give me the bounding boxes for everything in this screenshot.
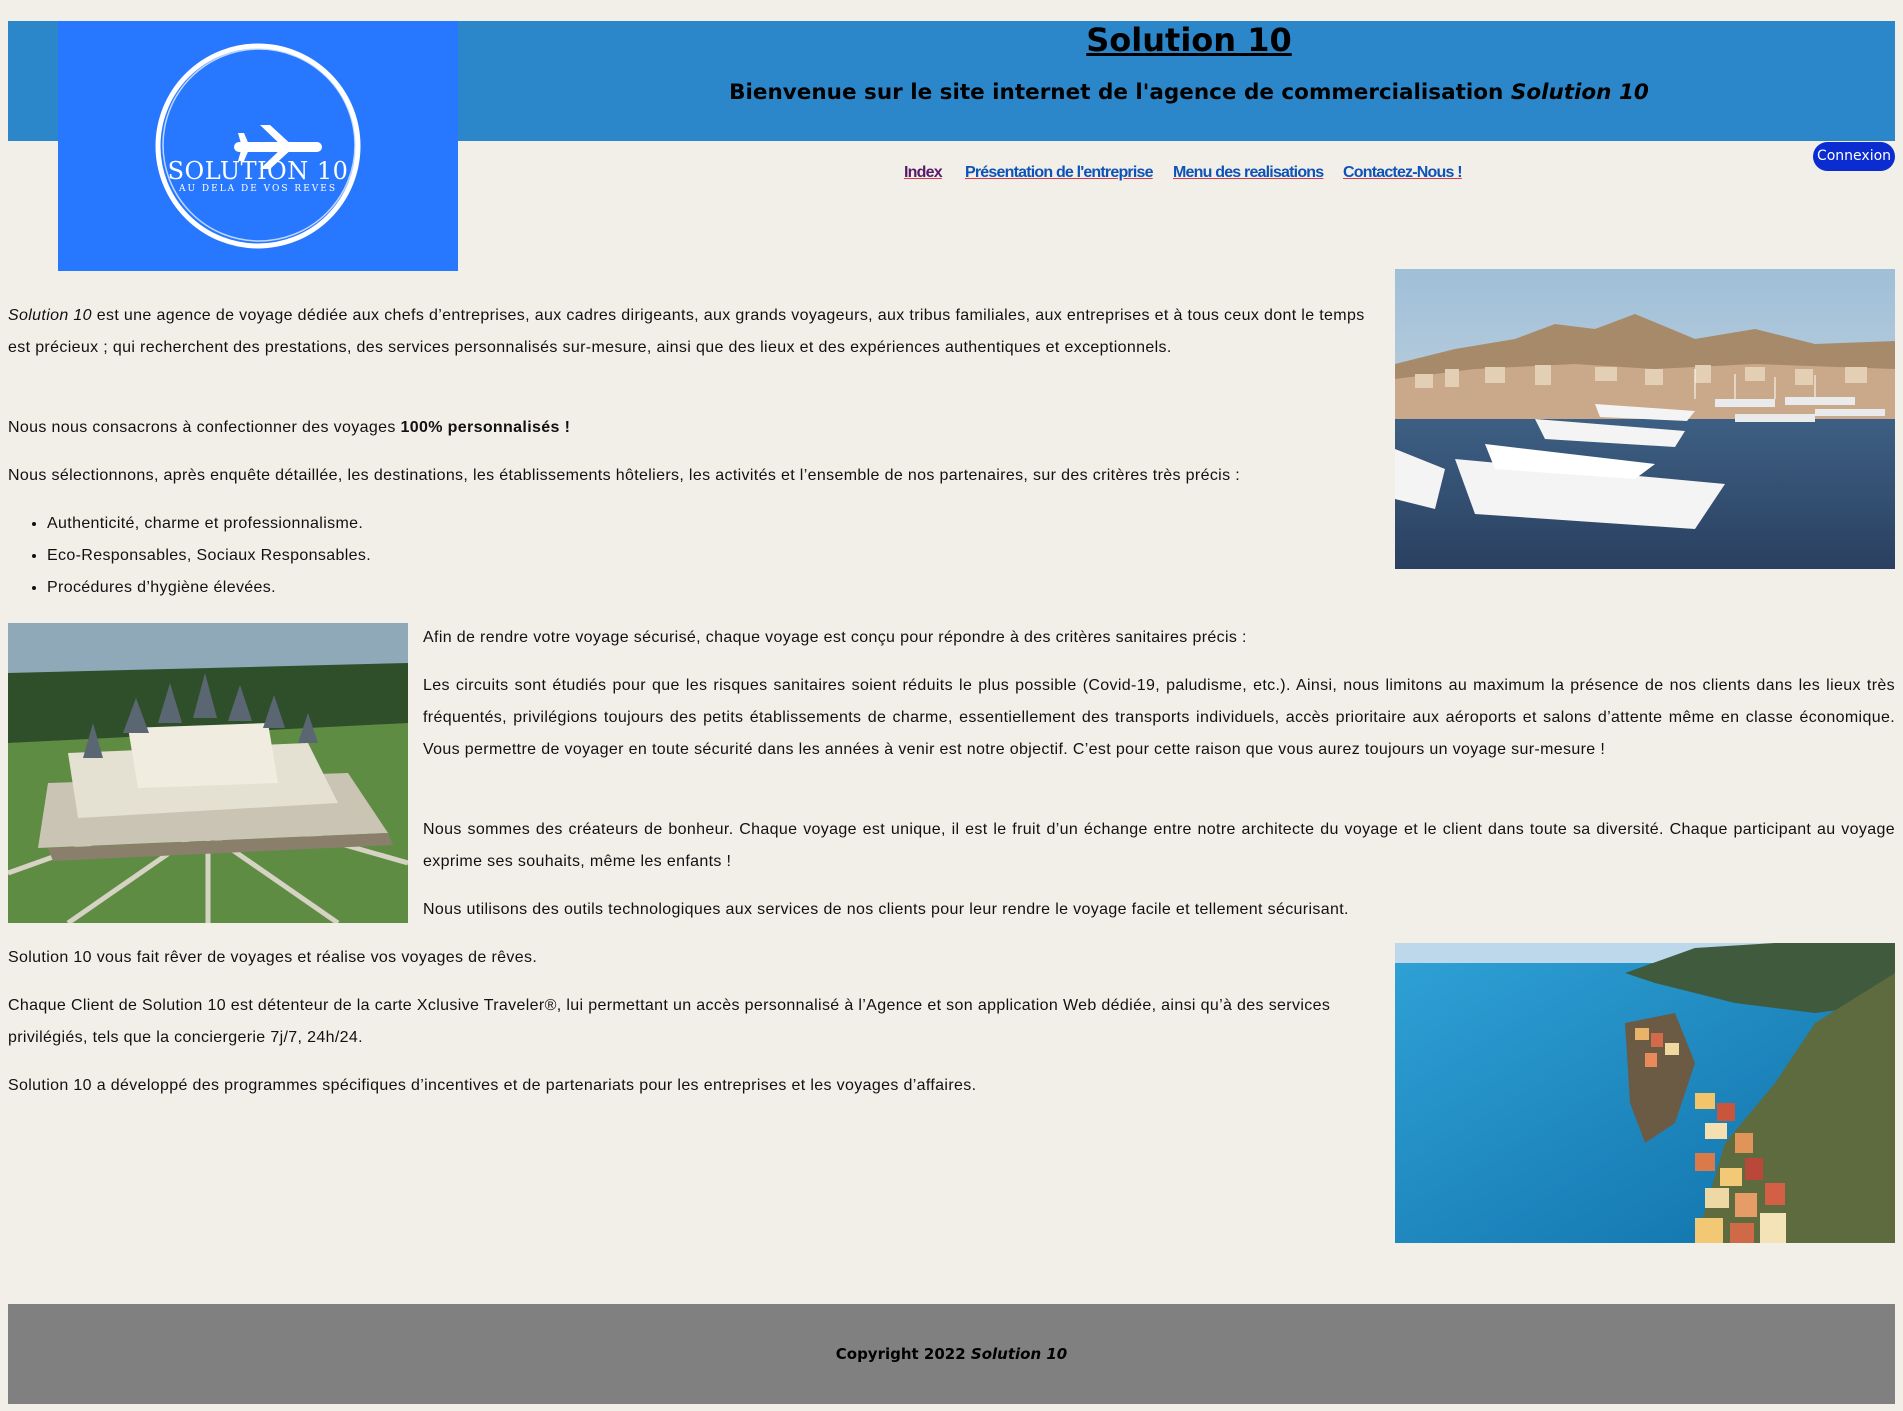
subtitle-text: Bienvenue sur le site internet de l'agence de commercialisation [729, 80, 1504, 105]
site-logo[interactable] [58, 21, 458, 271]
page-subtitle [600, 76, 1778, 110]
happiness-paragraph: Nous sommes des créateurs de bonheur. Chaque voyage est unique, il est le fruit d’un échange entre notre architecte du voyage et le client dans toute sa diversité. Chaque participant au voyage exprime ses souhaits, même les enfants ! [423, 821, 1895, 870]
criteria-list [30, 508, 371, 604]
logo-tagline: AU DELA DE VOS REVES [178, 184, 338, 194]
logo-name: SOLUTION 10 [167, 157, 349, 185]
personalised-text: Nous nous consacrons à confectionner des voyages [8, 419, 401, 436]
dream-paragraph: Solution 10 vous fait rêver de voyages et réalise vos voyages de rêves. [8, 949, 538, 966]
logo-graphic [58, 21, 458, 271]
personalised-paragraph [8, 412, 1378, 444]
footer [8, 1304, 1895, 1404]
intro-text: est une agence de voyage dédiée aux chefs d’entreprises, aux cadres dirigeants, aux grands voyageurs, aux tribus familiales, aux entreprises et à tous ceux dont le temps est précieux ; qui recherchent des prestations, des services personnalisés sur-mesure, ainsi que des lieux et des expériences authentiques et exceptionnels. [8, 307, 1365, 356]
page-title: Solution 10 [1086, 21, 1292, 59]
list-item: • Procédures d’hygiène élevées. [47, 572, 371, 604]
subtitle-brand: Solution 10 [1510, 80, 1649, 105]
technology-paragraph: Nous utilisons des outils technologiques aux services de nos clients pour leur rendre le voyage facile et tellement sécurisant. [423, 901, 1349, 918]
nav-link-presentation[interactable]: Présentation de l'entreprise [965, 164, 1153, 181]
list-item: • Authenticité, charme et professionnalisme. [47, 508, 371, 540]
security-intro: Afin de rendre votre voyage sécurisé, chaque voyage est conçu pour répondre à des critères sanitaires précis : [423, 629, 1247, 646]
copyright-prefix: Copyright 2022 [835, 1345, 971, 1363]
card-paragraph: Chaque Client de Solution 10 est détenteur de la carte Xclusive Traveler®, lui permettant un accès personnalisé à l’Agence et son application Web dédiée, ainsi qu’à des services privilégiés, tels que la conciergerie 7j/7, 24h/24. [8, 997, 1331, 1046]
programs-paragraph: Solution 10 a développé des programmes spécifiques d’incentives et de partenariats pour les entreprises et les voyages d’affaires. [8, 1077, 977, 1094]
intro-paragraph [8, 300, 1378, 364]
intro-brand: Solution 10 [8, 307, 92, 324]
nav-link-index[interactable]: Index [904, 164, 942, 181]
personalised-highlight: 100% personnalisés ! [400, 419, 571, 436]
nav-link-realisations[interactable]: Menu des realisations [1173, 164, 1324, 181]
nav-link-contact[interactable]: Contactez-Nous ! [1343, 164, 1462, 181]
security-paragraph: Les circuits sont étudiés pour que les risques sanitaires soient réduits le plus possible (Covid-19, paludisme, etc.). Ainsi, nous limitons au maximum la présence de nos clients dans les lieux très fréquentés, privilégions toujours des petits établissements de charme, essentiellement des transports individuels, accès prioritaire aux aéroports et salons d’attente même en classe économique. Vous permettre de voyager en toute sécurité dans les années à venir est notre objectif. C’est pour cette raison que vous aurez toujours un voyage sur-mesure ! [423, 677, 1895, 758]
photo-coast [1395, 943, 1895, 1243]
list-item: • Eco-Responsables, Sociaux Responsables. [47, 540, 371, 572]
connexion-button[interactable]: Connexion [1813, 142, 1895, 171]
photo-harbour [1395, 269, 1895, 569]
copyright-brand: Solution 10 [970, 1345, 1068, 1363]
photo-chateau [8, 623, 408, 923]
copyright-text [836, 1345, 1067, 1363]
main-nav [0, 164, 1903, 186]
criteria-paragraph: Nous sélectionnons, après enquête détaillée, les destinations, les établissements hôteliers, les activités et l’ensemble de nos partenaires, sur des critères très précis : [8, 467, 1241, 484]
